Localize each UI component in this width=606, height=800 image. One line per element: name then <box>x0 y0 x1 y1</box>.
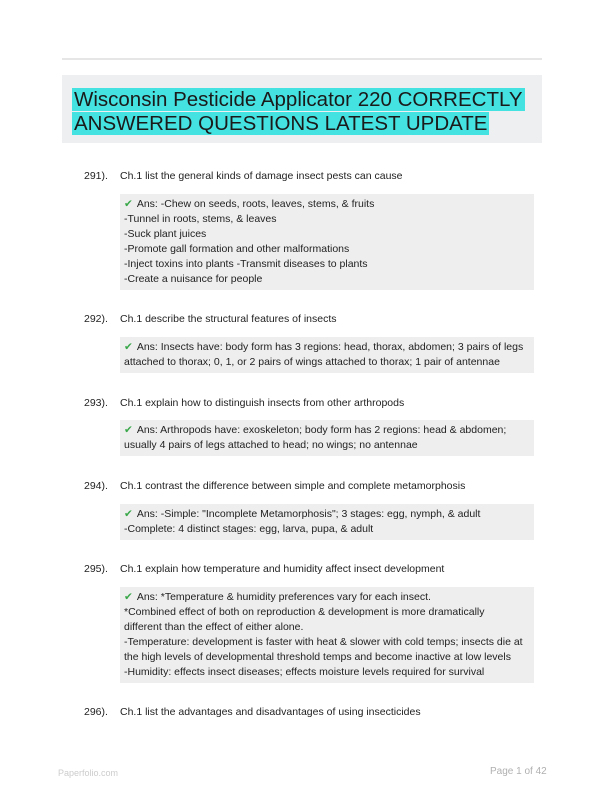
document-title-line-2: ANSWERED QUESTIONS LATEST UPDATE <box>74 112 488 135</box>
question-number: 294). <box>84 480 108 492</box>
question-number: 293). <box>84 397 108 409</box>
question-number: 296). <box>84 706 108 718</box>
check-icon: ✔ <box>124 508 133 520</box>
question-number: 295). <box>84 563 108 575</box>
document-title-line-1: Wisconsin Pesticide Applicator 220 CORRECTLY <box>74 88 523 111</box>
page-number: Page 1 of 42 <box>490 766 547 777</box>
answer-box: ✔ Ans: Arthropods have: exoskeleton; body form has 2 regions: head & abdomen; usually 4 pairs of legs attached to head; no wings; no antennae <box>120 420 534 456</box>
check-icon: ✔ <box>124 198 133 210</box>
answer-box: ✔ Ans: -Simple: "Incomplete Metamorphosis"; 3 stages: egg, nymph, & adult -Complete: 4 distinct stages: egg, larva, pupa, & adult <box>120 504 534 540</box>
question-text: Ch.1 describe the structural features of insects <box>120 313 337 325</box>
top-rule <box>62 58 542 60</box>
answer-box: ✔ Ans: -Chew on seeds, roots, leaves, stems, & fruits -Tunnel in roots, stems, & leaves -Suck plant juices -Promote gall formation and other malformations -Inject toxins into plants -Transmit diseases to plants -Create a nuisance for people <box>120 194 534 290</box>
question-number: 292). <box>84 313 108 325</box>
answer-box: ✔ Ans: *Temperature & humidity preferences vary for each insect. *Combined effect of both on reproduction & development is more dramatically different than the effect of either alone. -Temperature: development is faster with heat & slower with cold temps; insects die at the high levels of developmental threshold temps and become inactive at low levels -Humidity: effects insect diseases; effects moisture levels required for survival <box>120 587 534 683</box>
answer-box: ✔ Ans: Insects have: body form has 3 regions: head, thorax, abdomen; 3 pairs of legs attached to thorax; 0, 1, or 2 pairs of wings attached to thorax; 1 pair of antennae <box>120 337 534 373</box>
question-text: Ch.1 list the general kinds of damage insect pests can cause <box>120 170 403 182</box>
footer-watermark: Paperfolio.com <box>58 768 119 778</box>
question-text: Ch.1 explain how to distinguish insects from other arthropods <box>120 397 405 409</box>
question-number: 291). <box>84 170 108 182</box>
check-icon: ✔ <box>124 424 133 436</box>
question-text: Ch.1 contrast the difference between simple and complete metamorphosis <box>120 480 466 492</box>
question-text: Ch.1 explain how temperature and humidity affect insect development <box>120 563 445 575</box>
check-icon: ✔ <box>124 341 133 353</box>
check-icon: ✔ <box>124 591 133 603</box>
question-text: Ch.1 list the advantages and disadvantages of using insecticides <box>120 706 421 718</box>
